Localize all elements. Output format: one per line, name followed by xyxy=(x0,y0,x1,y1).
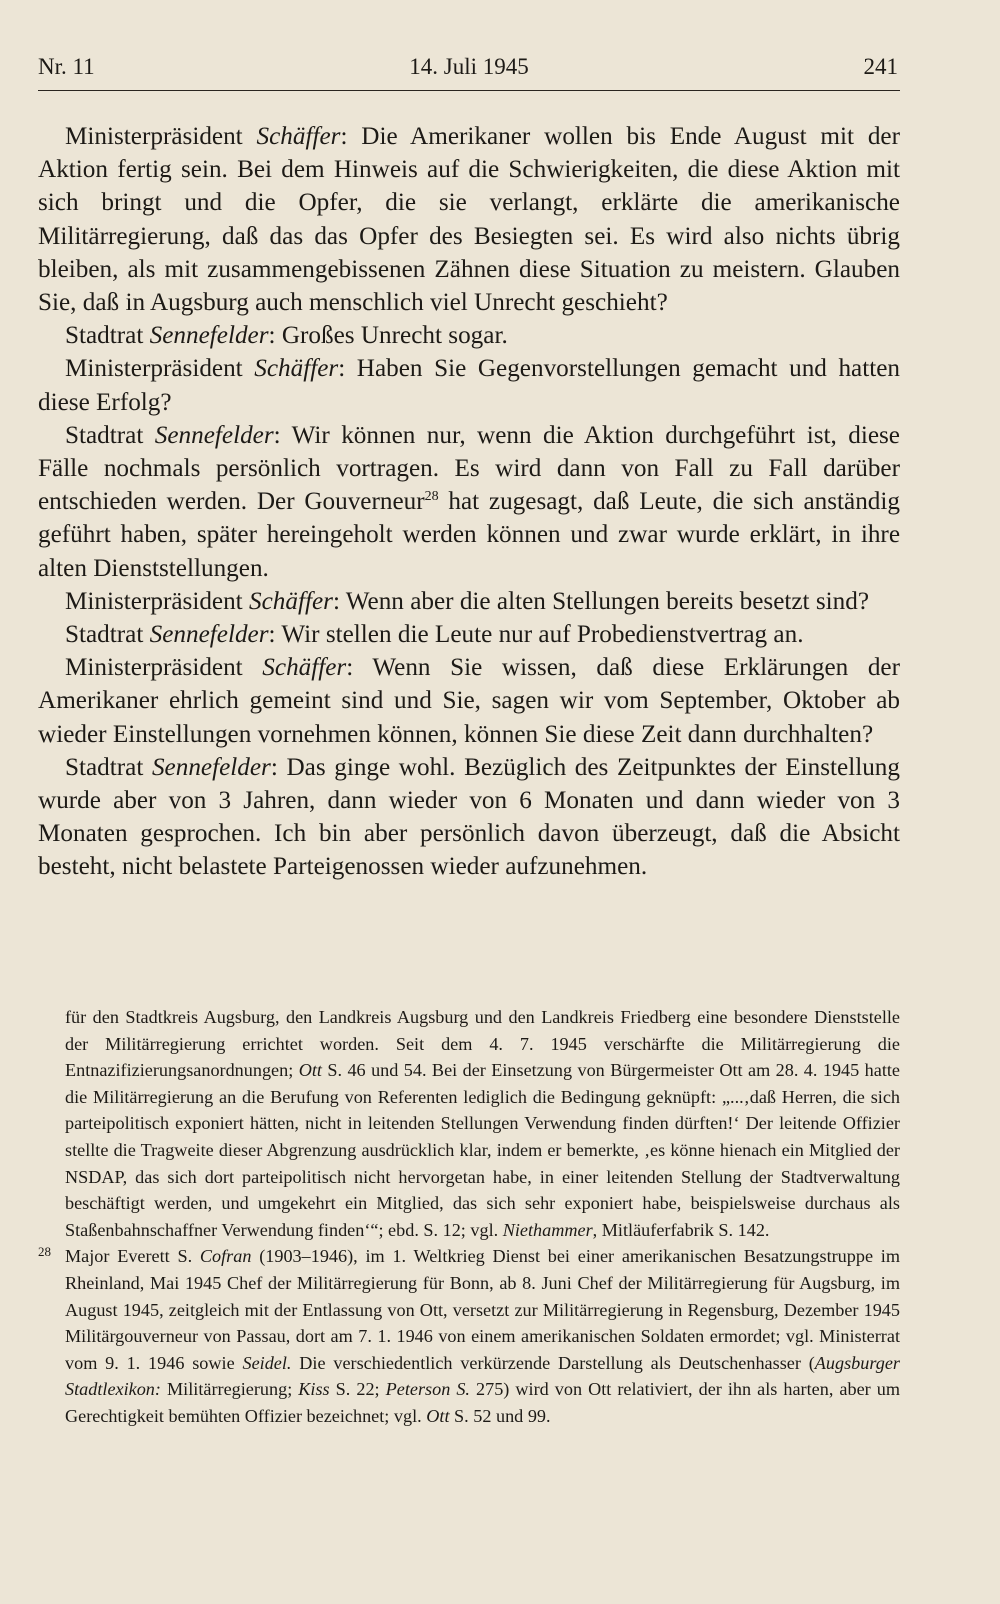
paragraph: Ministerpräsident Schäffer: Wenn Sie wissen, daß diese Erklärungen der Amerikaner ehrlich gemeint sind und Sie, sagen wir vom September, Oktober ab wieder Einstellungen vornehmen können, können Sie diese Zeit dann durchhalten? xyxy=(38,654,900,748)
footnote-number: 28 xyxy=(38,1244,51,1260)
speaker-name: Schäffer xyxy=(256,123,341,150)
page-header xyxy=(38,50,900,91)
paragraph: Stadtrat Sennefelder: Wir stellen die Leute nur auf Probedienstvertrag an. xyxy=(65,621,804,649)
footnote-ref: 28 xyxy=(424,489,439,505)
paragraph: Stadtrat Sennefelder: Wir können nur, wenn die Aktion durchgeführt ist, diese Fälle nochmals persönlich vortragen. Es wird dann von Fall zu Fall darüber entschieden werden. Der Gouverneur$^{28}$ hat zugesagt, daß Leute, die sich anständig geführt haben, später hereingeholt werden können und zwar wurde erklärt, in ihre alten Dienststellungen. xyxy=(38,421,900,582)
footnotes xyxy=(38,1004,900,1430)
footnote-28: 28 Major Everett S. Cofran (1903–1946), im 1. Weltkrieg Dienst bei einer amerikanischen Besatzungstruppe im Rheinland, Mai 1945 Chef der Militärregierung für Bonn, ab 8. Juni Chef der Militärregierung für Augsburg, im August 1945, zeitgleich mit der Entlassung von Ott, versetzt zur Militärregierung in Regensburg, Dezember 1945 Militärgouverneur von Passau, dort am 7. 1. 1946 von einem amerikanischen Soldaten ermordet; vgl. Ministerrat vom 9. 1. 1946 sowie Seidel. Die verschiedentlich verkürzende Darstellung als Deutschenhasser (Augsburger Stadtlexikon: Militärregierung; Kiss S. 22; Peterson S. 275) wird von Ott relativiert, der ihn als harten, aber um Gerechtigkeit bemühten Offizier bezeichnet; vgl. Ott S. 52 und 99. xyxy=(38,1243,900,1429)
issue-number: Nr. 11 xyxy=(38,54,95,79)
main-text xyxy=(38,120,900,884)
footnote-continuation: für den Stadtkreis Augsburg, den Landkreis Augsburg und den Landkreis Friedberg eine besondere Dienststelle der Militärregierung errichtet worden. Seit dem 4. 7. 1945 verschärfte die Militärregierung die Entnazifizierungsanordnungen; Ott S. 46 und 54. Bei der Einsetzung von Bürgermeister Ott am 28. 4. 1945 hatte die Militärregierung an die Berufung von Referenten lediglich die Bedingung geknüpft: „...‚daß Herren, die sich parteipolitisch exponiert hätten, nicht in leitenden Stellungen Verwendung finden dürften!‘ Der leitende Offizier stellte die Tragweite dieser Abgrenzung ausdrücklich klar, indem er bemerkte, ‚es könne hienach ein Mitglied der NSDAP, das sich dort parteipolitisch nicht hervorgetan habe, in einer leitenden Stellung der Stadtverwaltung beschäftigt werden, und umgekehrt ein Mitglied, das sich sehr exponiert habe, beispielsweise durchaus als Staßenbahnschaffner Verwendung finden‘“; ebd. S. 12; vgl. Niethammer, Mitläuferfabrik S. 142. xyxy=(65,1007,900,1240)
speaker-name: Sennefelder xyxy=(149,322,269,350)
paragraph: Ministerpräsident Schäffer: Die Amerikaner wollen bis Ende August mit der Aktion fertig sein. Bei dem Hinweis auf die Schwierigkeiten, die diese Aktion mit sich bringt und die Opfer, die sie verlangt, erklärte die amerikanische Militärregierung, daß das das Opfer des Besiegten sei. Es wird also nichts übrig bleiben, als mit zusammengebissenen Zähnen diese Situation zu meistern. Glauben Sie, daß in Augsburg auch menschlich viel Unrecht geschieht? xyxy=(38,123,900,317)
speaker-name: Schäffer xyxy=(262,654,347,682)
paragraph: Stadtrat Sennefelder: Das ginge wohl. Bezüglich des Zeitpunktes der Einstellung wurde aber von 3 Jahren, dann wieder von 6 Monaten und dann wieder von 3 Monaten gesprochen. Ich bin aber persönlich davon überzeugt, daß die Absicht besteht, nicht belastete Parteigenossen wieder aufzunehmen. xyxy=(38,753,900,881)
paragraph: Ministerpräsident Schäffer: Wenn aber die alten Stellungen bereits besetzt sind? xyxy=(65,587,870,615)
paragraph: Stadtrat Sennefelder: Großes Unrecht sogar. xyxy=(65,322,508,350)
speaker-name: Sennefelder xyxy=(149,621,269,649)
speaker-name: Sennefelder xyxy=(151,753,271,781)
speaker-name: Schäffer xyxy=(254,355,339,383)
paragraph: Ministerpräsident Schäffer: Haben Sie Gegenvorstellungen gemacht und hatten diese Erfolg? xyxy=(38,355,901,416)
page-number: 241 xyxy=(863,54,898,79)
header-date: 14. Juli 1945 xyxy=(409,54,529,79)
speaker-name: Sennefelder xyxy=(154,421,274,449)
speaker-name: Schäffer xyxy=(248,587,333,615)
